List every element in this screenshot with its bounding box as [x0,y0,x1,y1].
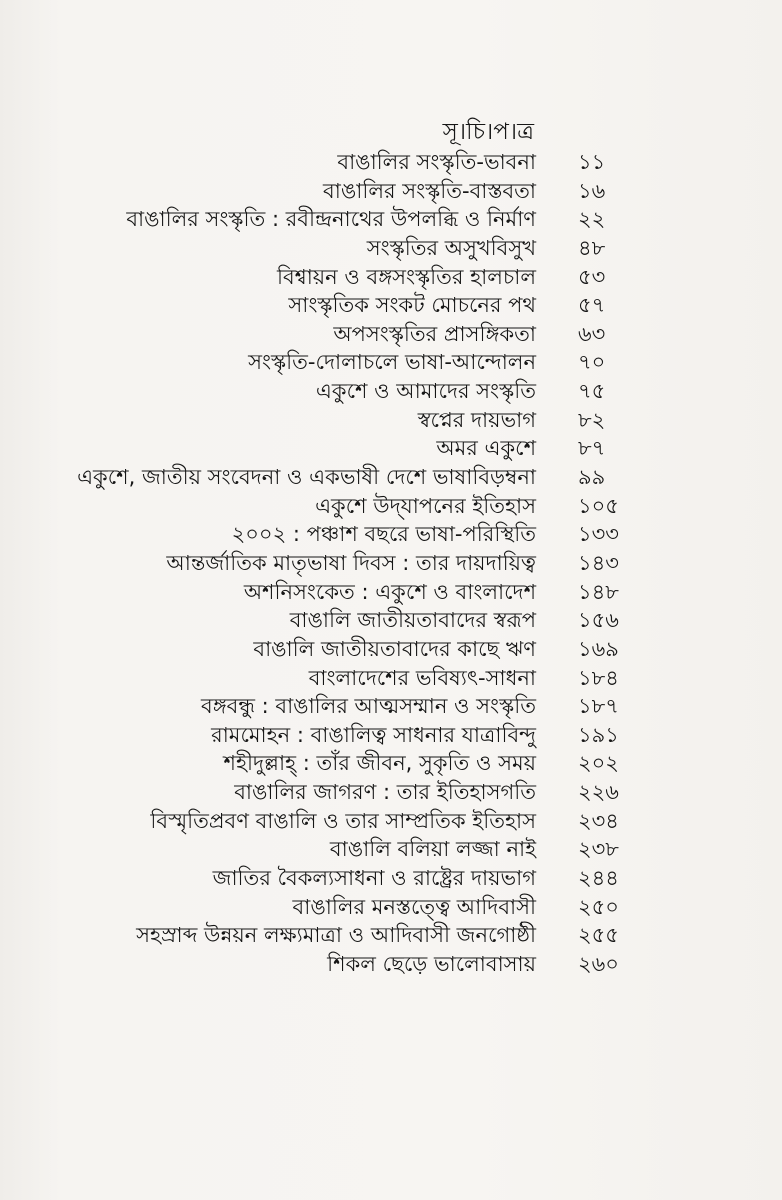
toc-entry [0,692,782,721]
toc-entry-page: ২৪৪ [578,866,619,891]
toc-entry-page: ২২ [578,207,606,232]
toc-entry-title: জাতির বৈকল্যসাধনা ও রাষ্ট্রের দায়ভাগ [212,866,536,891]
toc-entry [0,148,782,177]
toc-entry-page: ১৬৯ [578,636,619,661]
toc-entry [0,348,782,377]
toc-entry-title: বাংলাদেশের ভবিষ্যৎ-সাধনা [308,665,536,690]
toc-entry [0,778,782,807]
toc-entry-title: সংস্কৃতি-দোলাচলে ভাষা-আন্দোলন [248,350,536,375]
toc-entry-title: বাঙালির সংস্কৃতি-ভাবনা [337,150,536,174]
toc-entry-title: স্বপ্নের দায়ভাগ [417,407,536,432]
toc-entry-page: ৮২ [578,407,606,432]
toc-entry [0,291,782,320]
toc-entry-title: বঙ্গবন্ধু : বাঙালির আত্মসম্মান ও সংস্কৃতি [201,694,536,719]
toc-entry-title: একুশে উদ্‌যাপনের ইতিহাস [315,493,536,518]
toc-entry-page: ১৪৮ [578,579,619,604]
toc-entry [0,578,782,607]
toc-entry [0,377,782,406]
toc-entry-page: ৪৮ [578,235,606,260]
toc-entry [0,234,782,263]
toc-entry [0,807,782,836]
toc-entry [0,320,782,349]
toc-entry-page: ৭৫ [578,379,606,404]
toc-entry-page: ১৮৪ [578,665,619,690]
toc-entry [0,921,782,950]
toc-entry-page: ৬৩ [578,321,606,346]
toc-entry [0,893,782,922]
toc-entry-title: বাঙালি জাতীয়তাবাদের কাছে ঋণ [253,636,536,661]
table-of-contents [0,148,782,979]
toc-entry [0,864,782,893]
toc-entry [0,749,782,778]
toc-entry-page: ৮৭ [578,436,606,461]
toc-entry [0,492,782,521]
toc-entry-page: ২৬০ [578,951,619,976]
toc-entry-title: বিস্মৃতিপ্রবণ বাঙালি ও তার সাম্প্রতিক ইতিহাস [150,808,536,833]
toc-entry [0,835,782,864]
toc-entry-title: সহস্রাব্দ উন্নয়ন লক্ষ্যমাত্রা ও আদিবাসী জনগোষ্ঠী [136,923,536,948]
toc-entry-title: বাঙালির সংস্কৃতি : রবীন্দ্রনাথের উপলব্ধি ও নির্মাণ [126,207,536,232]
toc-entry [0,664,782,693]
toc-entry [0,463,782,492]
toc-entry-title: সাংস্কৃতিক সংকট মোচনের পথ [288,293,536,318]
toc-entry-page: ৭০ [578,350,606,375]
toc-entry [0,205,782,234]
toc-entry [0,434,782,463]
toc-entry-page: ৫৩ [578,264,606,289]
toc-entry [0,177,782,206]
toc-entry-title: শিকল ছেড়ে ভালোবাসায় [327,951,536,976]
toc-entry-page: ১৩৩ [578,522,619,547]
toc-entry [0,520,782,549]
toc-entry-title: বাঙালি জাতীয়তাবাদের স্বরূপ [289,608,536,633]
toc-entry-title: অপসংস্কৃতির প্রাসঙ্গিকতা [333,321,536,346]
toc-entry-page: ২৫০ [578,894,619,919]
toc-entry-title: একুশে, জাতীয় সংবেদনা ও একভাষী দেশে ভাষাবিড়ম্বনা [77,465,536,490]
toc-entry-title: বাঙালির মনস্তত্ত্বে আদিবাসী [292,894,536,919]
toc-entry-title: বাঙালির সংস্কৃতি-বাস্তবতা [323,178,536,203]
toc-entry-title: রামমোহন : বাঙালিত্ব সাধনার যাত্রাবিন্দু [211,722,536,747]
toc-entry [0,950,782,979]
toc-entry-page: ১৮৭ [578,694,619,719]
toc-entry [0,263,782,292]
toc-entry-page: ২৩৪ [578,808,619,833]
toc-entry-title: সংস্কৃতির অসুখবিসুখ [366,235,536,260]
toc-entry-page: ১৪৩ [578,550,619,575]
toc-entry [0,406,782,435]
toc-entry-page: ৫৭ [578,293,606,318]
toc-entry [0,606,782,635]
toc-entry-page: ১৫৬ [578,608,619,633]
contents-heading: সূ।চি।প।ত্র [442,119,534,145]
toc-entry [0,549,782,578]
toc-entry-page: ২৫৫ [578,923,619,948]
toc-entry-title: শহীদুল্লাহ্‌ : তাঁর জীবন, সুকৃতি ও সময় [223,751,536,776]
toc-entry-title: বাঙালির জাগরণ : তার ইতিহাসগতি [234,780,536,805]
toc-entry-title: বিশ্বায়ন ও বঙ্গসংস্কৃতির হালচাল [277,264,536,289]
toc-entry-page: ২২৬ [578,780,619,805]
toc-entry-page: ১৬ [578,178,606,203]
toc-entry-title: একুশে ও আমাদের সংস্কৃতি [315,379,536,404]
toc-entry-title: অশনিসংকেত : একুশে ও বাংলাদেশ [243,579,536,604]
toc-entry-title: অমর একুশে [436,436,536,461]
toc-entry-page: ১০৫ [578,493,619,518]
toc-entry [0,635,782,664]
toc-entry-title: ২০০২ : পঞ্চাশ বছরে ভাষা-পরিস্থিতি [231,522,536,547]
toc-entry-page: ২৩৮ [578,837,619,862]
toc-entry-page: ১১ [578,150,606,174]
toc-entry-page: ৯৯ [578,465,606,490]
toc-entry-title: আন্তর্জাতিক মাতৃভাষা দিবস : তার দায়দায়িত্ব [166,550,536,575]
toc-entry-page: ২০২ [578,751,619,776]
toc-entry-page: ১৯১ [578,722,619,747]
toc-entry [0,721,782,750]
toc-entry-title: বাঙালি বলিয়া লজ্জা নাই [329,837,536,862]
